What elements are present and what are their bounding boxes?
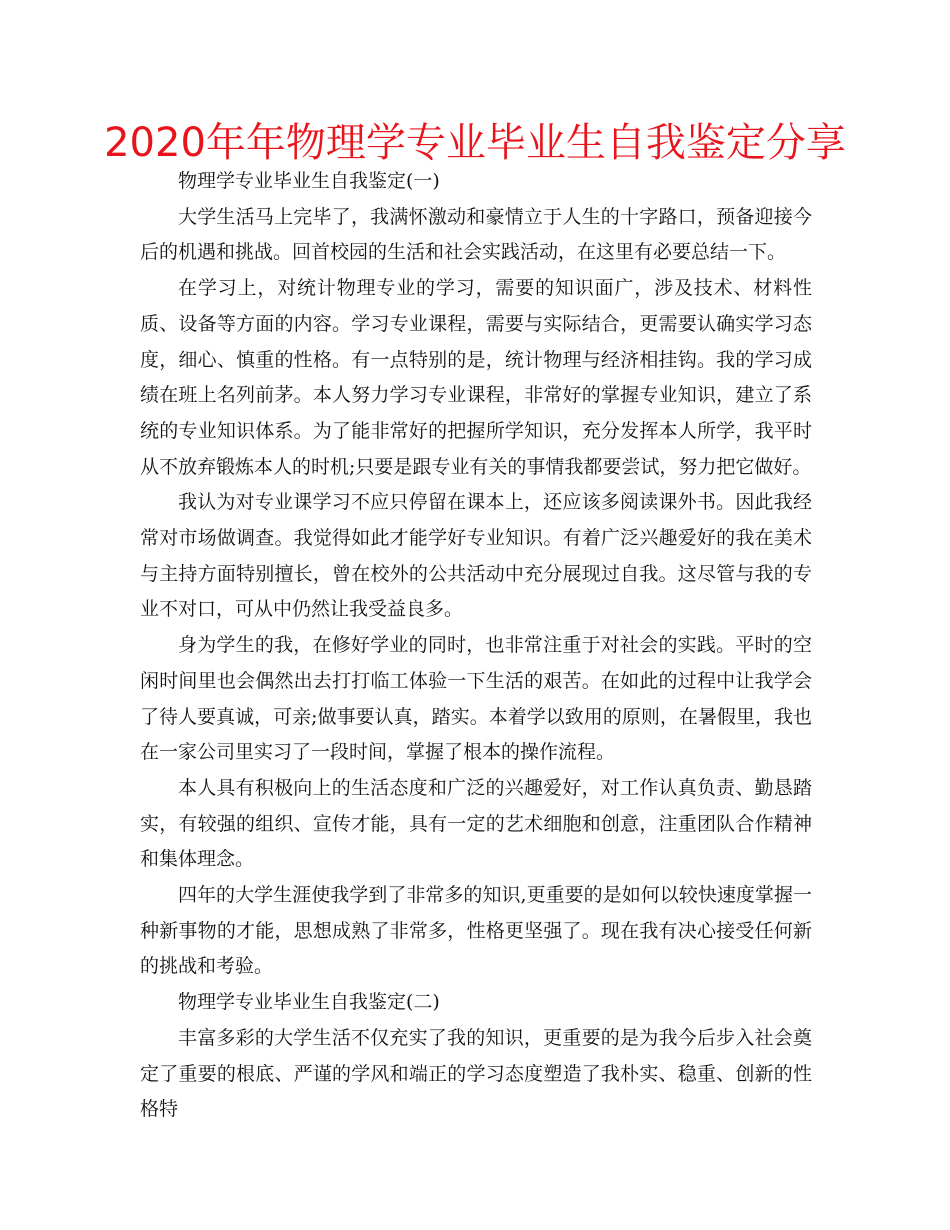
paragraph: 我认为对专业课学习不应只停留在课本上，还应该多阅读课外书。因此我经常对市场做调查。我觉得如此才能学好专业知识。有着广泛兴趣爱好的我在美术与主持方面特别擅长，曾在校外的公共活动中充分展现过自我。这尽管与我的专业不对口，可从中仍然让我受益良多。 (140, 491, 812, 621)
section-heading-1: 物理学专业毕业生自我鉴定(一) (178, 170, 440, 192)
paragraph: 身为学生的我，在修好学业的同时，也非常注重于对社会的实践。平时的空闲时间里也会偶然出去打打临工体验一下生活的艰苦。在如此的过程中让我学会了待人要真诚，可亲;做事要认真，踏实。本着学以致用的原则，在暑假里，我也在一家公司里实习了一段时间，掌握了根本的操作流程。 (140, 634, 812, 764)
paragraph: 四年的大学生涯使我学到了非常多的知识,更重要的是如何以较快速度掌握一种新事物的才能，思想成熟了非常多，性格更坚强了。现在我有决心接受任何新的挑战和考验。 (140, 884, 812, 978)
paragraph: 丰富多彩的大学生活不仅充实了我的知识，更重要的是为我今后步入社会奠定了重要的根底、严谨的学风和端正的学习态度塑造了我朴实、稳重、创新的性格特 (140, 1026, 812, 1121)
paragraph: 在学习上，对统计物理专业的学习，需要的知识面广，涉及技术、材料性质、设备等方面的内容。学习专业课程，需要与实际结合，更需要认确实学习态度，细心、慎重的性格。有一点特别的是，统计物理与经济相挂钩。我的学习成绩在班上名列前茅。本人努力学习专业课程，非常好的掌握专业知识，建立了系统的专业知识体系。为了能非常好的把握所学知识，充分发挥本人所学，我平时从不放弃锻炼本人的时机;只要是跟专业有关的事情我都要尝试，努力把它做好。 (140, 277, 812, 478)
paragraph: 大学生活马上完毕了，我满怀激动和豪情立于人生的十字路口，预备迎接今后的机遇和挑战。回首校园的生活和社会实践活动，在这里有必要总结一下。 (140, 205, 812, 264)
document-title: 2020年年物理学专业毕业生自我鉴定分享 (104, 120, 846, 166)
document-body (140, 164, 812, 1128)
paragraph: 本人具有积极向上的生活态度和广泛的兴趣爱好，对工作认真负责、勤恳踏实，有较强的组织、宣传才能，具有一定的艺术细胞和创意，注重团队合作精神和集体理念。 (140, 776, 812, 871)
section-heading-2: 物理学专业毕业生自我鉴定(二) (178, 991, 440, 1014)
